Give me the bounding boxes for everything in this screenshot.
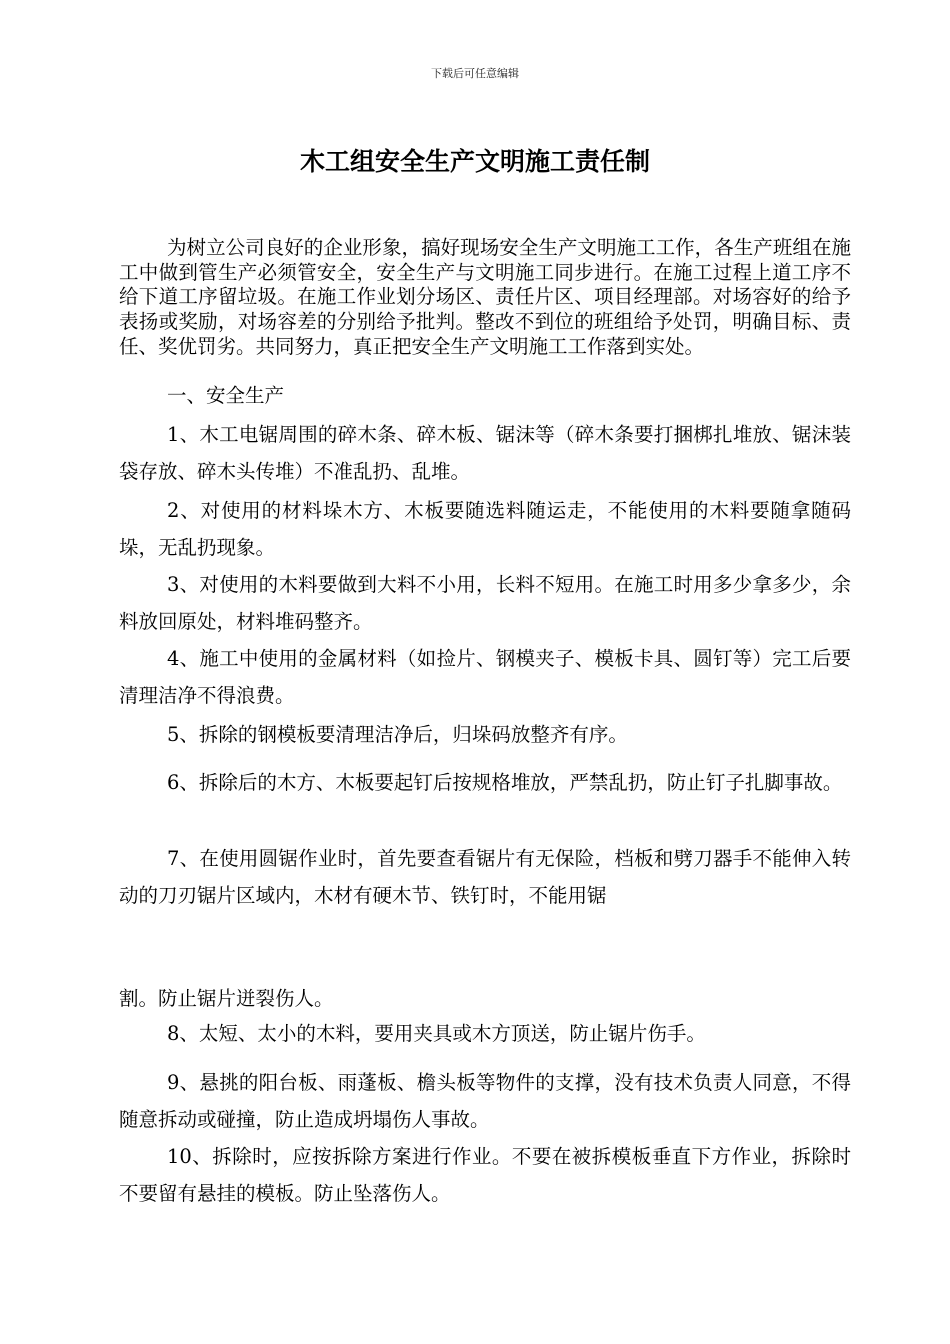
item-2: 2、对使用的材料垛木方、木板要随选料随运走，不能使用的木料要随拿随码垛，无乱扔现象。 (119, 499, 851, 559)
item-7: 7、在使用圆锯作业时，首先要查看锯片有无保险，档板和劈刀器手不能伸入转动的刀刃锯片区域内，木材有硬木节、铁钉时，不能用锯 (119, 847, 851, 907)
item-9: 9、悬挑的阳台板、雨蓬板、檐头板等物件的支撑，没有技术负责人同意，不得随意拆动或碰撞，防止造成坍塌伤人事故。 (119, 1071, 851, 1131)
item-1: 1、木工电锯周围的碎木条、碎木板、锯沫等（碎木条要打捆梆扎堆放、锯沫装袋存放、碎木头传堆）不准乱扔、乱堆。 (119, 423, 851, 483)
item-4: 4、施工中使用的金属材料（如捡片、钢模夹子、模板卡具、圆钉等）完工后要清理洁净不得浪费。 (119, 647, 851, 707)
item-10: 10、拆除时，应按拆除方案进行作业。不要在被拆模板垂直下方作业，拆除时不要留有悬挂的模板。防止坠落伤人。 (119, 1145, 851, 1205)
item-7-continued: 割。防止锯片迸裂伤人。 (119, 987, 334, 1010)
section-heading: 一、安全生产 (167, 384, 285, 407)
item-8: 8、太短、太小的木料，要用夹具或木方顶送，防止锯片伤手。 (167, 1022, 706, 1045)
item-6: 6、拆除后的木方、木板要起钉后按规格堆放，严禁乱扔，防止钉子扎脚事故。 (167, 771, 843, 794)
item-3: 3、对使用的木料要做到大料不小用，长料不短用。在施工时用多少拿多少，余料放回原处，材料堆码整齐。 (119, 573, 851, 633)
document-title: 木工组安全生产文明施工责任制 (299, 147, 650, 176)
intro-paragraph: 为树立公司良好的企业形象，搞好现场安全生产文明施工工作，各生产班组在施工中做到管生产必须管安全，安全生产与文明施工同步进行。在施工过程上道工序不给下道工序留垃圾。在施工作业划分场区、责任片区、项目经理部。对场容好的给予表扬或奖励，对场容差的分别给予批判。整改不到位的班组给予处罚，明确目标、责任、奖优罚劣。共同努力，真正把安全生产文明施工工作落到实处。 (119, 236, 851, 358)
item-5: 5、拆除的钢模板要清理洁净后，归垛码放整齐有序。 (167, 723, 628, 746)
header-note: 下载后可任意编辑 (431, 67, 519, 80)
